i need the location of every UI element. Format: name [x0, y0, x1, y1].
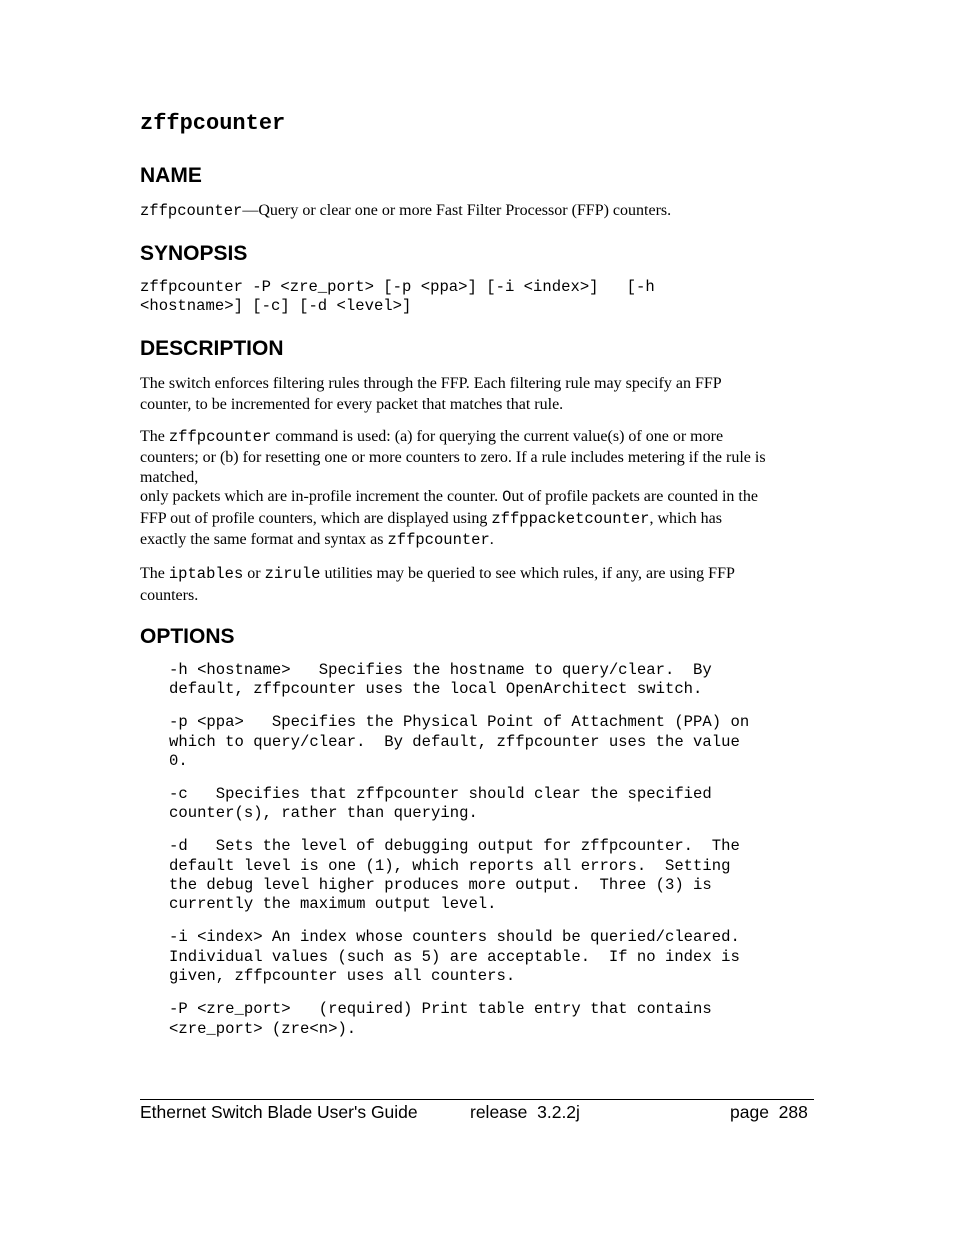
option-line: default, zffpcounter uses the local OpenArchitect switch.: [169, 680, 703, 698]
text-run: or: [243, 565, 265, 582]
name-dash: —: [242, 202, 259, 219]
text-run: The: [140, 428, 169, 445]
synopsis-heading: SYNOPSIS: [140, 242, 248, 265]
option-line: -i <index> An index whose counters should be queried/cleared.: [169, 928, 740, 946]
option-line: Individual values (such as 5) are acceptable. If no index is: [169, 948, 740, 966]
option-line: default level is one (1), which reports all errors. Setting: [169, 857, 731, 875]
text-run: only packets which are in-profile increment the counter.: [140, 488, 503, 505]
description-paragraph-line: matched,: [140, 469, 199, 486]
description-paragraph-line: [140, 487, 758, 507]
description-paragraph-line: The switch enforces filtering rules through the FFP. Each filtering rule may specify an FFP: [140, 375, 722, 392]
option-line: -d Sets the level of debugging output for zffpcounter. The: [169, 837, 740, 855]
name-text: Query or clear one or more Fast Filter Processor (FFP) counters.: [258, 202, 672, 219]
inline-code: O: [502, 488, 512, 506]
description-paragraph-line: [140, 509, 722, 529]
name-command: zffpcounter: [140, 202, 243, 220]
option-line: given, zffpcounter uses all counters.: [169, 967, 516, 985]
description-paragraph-line: [140, 564, 735, 584]
option-line: the debug level higher produces more output. Three (3) is: [169, 876, 712, 894]
synopsis-line: zffpcounter -P <zre_port> [-p <ppa>] [-i <index>] [-h: [140, 278, 655, 296]
option-line: currently the maximum output level.: [169, 895, 497, 913]
inline-code: zirule: [264, 565, 321, 583]
description-paragraph-line: [140, 427, 723, 447]
option-line: counter(s), rather than querying.: [169, 804, 478, 822]
name-heading: NAME: [140, 164, 202, 187]
text-run: , which has: [649, 510, 722, 527]
inline-code: iptables: [168, 565, 244, 583]
description-paragraph-line: counters.: [140, 587, 199, 604]
text-run: command is used: (a) for querying the current value(s) of one or more: [271, 428, 724, 445]
description-paragraph-line: counters; or (b) for resetting one or more counters to zero. If a rule includes metering if the rule is: [140, 449, 766, 466]
option-line: which to query/clear. By default, zffpcounter uses the value: [169, 733, 740, 751]
text-run: .: [489, 531, 494, 548]
inline-code: zffppacketcounter: [491, 510, 650, 528]
synopsis-line: <hostname>] [-c] [-d <level>]: [140, 297, 412, 315]
options-heading: OPTIONS: [140, 625, 235, 648]
text-run: The: [140, 565, 169, 582]
page-title: zffpcounter: [140, 111, 286, 136]
name-description: [140, 201, 671, 221]
option-line: -h <hostname> Specifies the hostname to query/clear. By: [169, 661, 712, 679]
option-line: -p <ppa> Specifies the Physical Point of Attachment (PPA) on: [169, 713, 750, 731]
text-run: ut of profile packets are counted in the: [511, 488, 758, 505]
option-line: -c Specifies that zffpcounter should clear the specified: [169, 785, 712, 803]
text-run: utilities may be queried to see which rules, if any, are using FFP: [320, 565, 735, 582]
footer-divider: [140, 1099, 814, 1100]
inline-code: zffpcounter: [387, 531, 490, 549]
inline-code: zffpcounter: [168, 428, 272, 446]
footer-page-number: page 288: [730, 1102, 808, 1122]
text-run: exactly the same format and syntax as: [140, 531, 388, 548]
option-line: <zre_port> (zre<n>).: [169, 1020, 357, 1038]
footer-guide-title: Ethernet Switch Blade User's Guide: [140, 1102, 418, 1122]
description-heading: DESCRIPTION: [140, 337, 284, 360]
text-run: FFP out of profile counters, which are displayed using: [140, 510, 492, 527]
option-line: -P <zre_port> (required) Print table entry that contains: [169, 1000, 712, 1018]
description-paragraph-line: counter, to be incremented for every packet that matches that rule.: [140, 396, 564, 413]
description-paragraph-line: [140, 530, 494, 550]
footer-release: release 3.2.2j: [470, 1102, 580, 1122]
option-line: 0.: [169, 752, 188, 770]
